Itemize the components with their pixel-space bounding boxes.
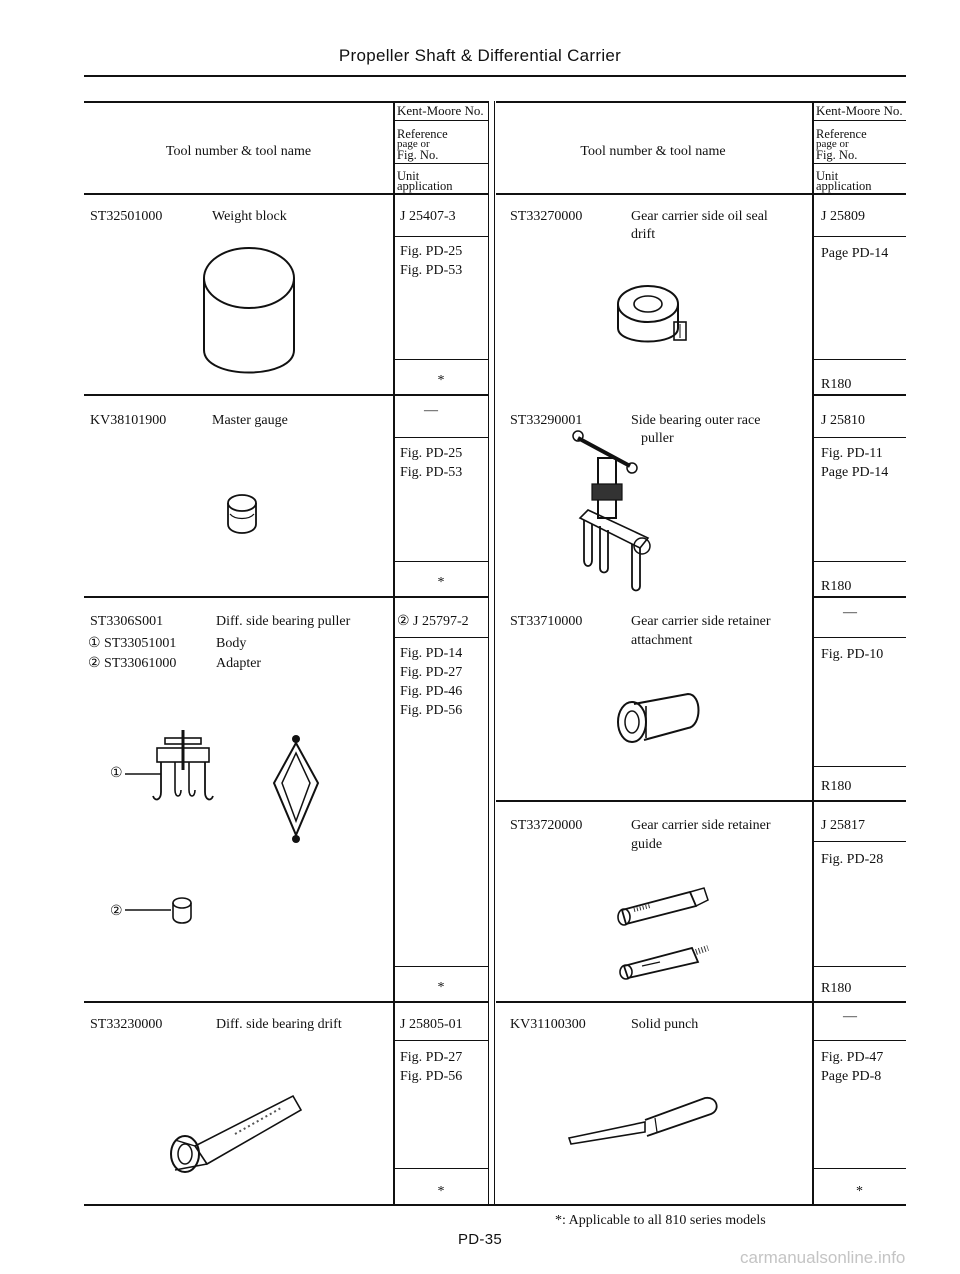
right-unit-header-1: Unit bbox=[816, 169, 839, 183]
tool-name-line-1: Side bearing outer race bbox=[631, 413, 761, 428]
right-km-inner-5a bbox=[813, 1040, 906, 1041]
right-km-inner-1a bbox=[813, 236, 906, 237]
tool-number: ST32501000 bbox=[90, 209, 163, 224]
tool-number: ST33230000 bbox=[90, 1017, 163, 1032]
tool-number: ST33720000 bbox=[510, 818, 583, 833]
weight-block-icon bbox=[198, 240, 300, 380]
tool-name-line-2: guide bbox=[631, 837, 663, 852]
ref-fig-1: Fig. PD-11 bbox=[821, 446, 883, 461]
ref-fig-1: Fig. PD-25 bbox=[400, 244, 463, 259]
left-km-inner-2a bbox=[394, 437, 488, 438]
right-ref-header-2: page or bbox=[816, 138, 849, 150]
ref-fig-1: Fig. PD-27 bbox=[400, 1050, 463, 1065]
right-km-inner-5b bbox=[813, 1168, 906, 1169]
ref-fig-2: Fig. PD-56 bbox=[400, 1069, 463, 1084]
ref-fig-1: Fig. PD-25 bbox=[400, 446, 463, 461]
left-km-inner-4b bbox=[394, 1168, 488, 1169]
footnote: *: Applicable to all 810 series models bbox=[555, 1213, 766, 1228]
left-ref-header-2: page or bbox=[397, 138, 430, 150]
ref-fig-4: Fig. PD-56 bbox=[400, 703, 463, 718]
tool-name: Diff. side bearing drift bbox=[216, 1017, 342, 1032]
left-ref-header-1: Reference bbox=[397, 127, 448, 141]
bearing-puller-icon bbox=[125, 730, 235, 810]
ref-fig-2: Fig. PD-53 bbox=[400, 263, 463, 278]
callout-1: ① bbox=[110, 766, 123, 781]
right-km-inner-2a bbox=[813, 437, 906, 438]
kent-moore-no: J 25407-3 bbox=[400, 209, 456, 224]
tool-name-line-2: drift bbox=[631, 227, 656, 242]
left-km-inner-3b bbox=[394, 966, 488, 967]
right-row-rule-1 bbox=[813, 394, 906, 396]
left-row-rule-3 bbox=[84, 1001, 488, 1003]
unit-application: * bbox=[856, 1184, 863, 1199]
tool-name-line-2: attachment bbox=[631, 633, 693, 648]
oil-seal-drift-icon bbox=[610, 280, 690, 352]
right-km-inner-4a bbox=[813, 841, 906, 842]
tool-number: ST33270000 bbox=[510, 209, 583, 224]
watermark: carmanualsonline.info bbox=[740, 1248, 906, 1267]
tool-number: KV31100300 bbox=[510, 1017, 586, 1032]
ref-fig-1: Fig. PD-10 bbox=[821, 647, 884, 662]
kent-moore-no: ② J 25797-2 bbox=[397, 614, 469, 629]
tool-number: ST3306S001 bbox=[90, 614, 164, 629]
left-km-inner-2b bbox=[394, 561, 488, 562]
tool-number: ST33710000 bbox=[510, 614, 583, 629]
right-row-rule-4 bbox=[496, 1001, 906, 1003]
unit-application: * bbox=[437, 980, 445, 995]
right-km-rule bbox=[813, 120, 906, 121]
left-tool-header: Tool number & tool name bbox=[165, 144, 312, 159]
right-unit-header-2: application bbox=[816, 179, 872, 193]
right-tool-header: Tool number & tool name bbox=[580, 144, 726, 159]
unit-application: R180 bbox=[821, 377, 852, 392]
retainer-guide-icon bbox=[612, 882, 722, 982]
left-km-inner-1a bbox=[394, 236, 488, 237]
right-ref-header-3: Fig. No. bbox=[816, 148, 858, 162]
ref-page-2: Page PD-8 bbox=[821, 1069, 882, 1084]
left-ref-header-3: Fig. No. bbox=[397, 148, 439, 162]
right-ref-rule bbox=[813, 163, 906, 164]
header-bottom-rule-right bbox=[496, 193, 906, 195]
sub-part-name-2: Adapter bbox=[216, 656, 262, 671]
header-rule bbox=[84, 75, 906, 77]
ref-page-1: Page PD-14 bbox=[821, 246, 889, 261]
page-title: Propeller Shaft & Differential Carrier bbox=[338, 46, 622, 65]
page-number: PD-35 bbox=[457, 1231, 503, 1248]
kent-moore-no: — bbox=[424, 403, 438, 418]
tool-name-line-1: Gear carrier side oil seal bbox=[631, 209, 768, 224]
unit-application: R180 bbox=[821, 779, 852, 794]
kent-moore-no: J 25810 bbox=[821, 413, 865, 428]
unit-application: * bbox=[437, 1184, 445, 1199]
outer-race-puller-icon bbox=[570, 428, 665, 593]
ref-fig-2: Fig. PD-27 bbox=[400, 665, 463, 680]
left-unit-header-1: Unit bbox=[397, 169, 420, 183]
unit-application: * bbox=[437, 373, 445, 388]
tool-name-line-1: Gear carrier side retainer bbox=[631, 818, 771, 833]
unit-application: R180 bbox=[821, 579, 852, 594]
left-km-header: Kent-Moore No. bbox=[397, 103, 484, 118]
unit-application: R180 bbox=[821, 981, 852, 996]
left-km-inner-4a bbox=[394, 1040, 488, 1041]
bearing-drift-icon bbox=[165, 1088, 315, 1178]
ref-fig-1: Fig. PD-47 bbox=[821, 1050, 884, 1065]
callout-2: ② bbox=[110, 904, 123, 919]
right-ref-header-1: Reference bbox=[816, 127, 867, 141]
center-divider-a bbox=[488, 101, 489, 1205]
ref-fig-2: Fig. PD-53 bbox=[400, 465, 463, 480]
right-km-inner-1b bbox=[813, 359, 906, 360]
tool-name: Weight block bbox=[212, 209, 287, 224]
left-ref-rule bbox=[394, 163, 488, 164]
left-km-inner-3a bbox=[394, 637, 488, 638]
right-km-inner-4b bbox=[813, 966, 906, 967]
kent-moore-no: — bbox=[843, 1009, 857, 1024]
left-km-rule bbox=[394, 120, 488, 121]
unit-application: * bbox=[437, 575, 445, 590]
kent-moore-no: J 25805-01 bbox=[400, 1017, 463, 1032]
tool-name-line-1: Gear carrier side retainer bbox=[631, 614, 771, 629]
left-row-rule-2 bbox=[84, 596, 488, 598]
adapter-callout-icon bbox=[125, 895, 195, 925]
right-km-header: Kent-Moore No. bbox=[816, 103, 903, 118]
tool-number: KV38101900 bbox=[90, 413, 167, 428]
right-row-rule-3 bbox=[496, 800, 906, 802]
left-row-rule-1 bbox=[84, 394, 488, 396]
retainer-attachment-icon bbox=[612, 690, 704, 752]
sub-part-name-1: Body bbox=[216, 636, 247, 651]
ref-fig-1: Fig. PD-28 bbox=[821, 852, 884, 867]
kent-moore-no: J 25817 bbox=[821, 818, 865, 833]
solid-punch-icon bbox=[565, 1092, 725, 1152]
right-km-inner-3a bbox=[813, 637, 906, 638]
right-km-inner-3b bbox=[813, 766, 906, 767]
tool-name-line-1: Solid punch bbox=[631, 1017, 699, 1032]
right-row-rule-2 bbox=[813, 596, 906, 598]
tool-name: Diff. side bearing puller bbox=[216, 614, 351, 629]
table-bottom-rule bbox=[84, 1204, 906, 1206]
kent-moore-no: — bbox=[843, 605, 857, 620]
right-km-inner-2b bbox=[813, 561, 906, 562]
left-unit-header-2: application bbox=[397, 179, 453, 193]
tool-number: ST33290001 bbox=[510, 413, 583, 428]
tool-name-line-2: puller bbox=[641, 431, 674, 446]
ref-page-2: Page PD-14 bbox=[821, 465, 889, 480]
adapter-icon bbox=[270, 733, 322, 845]
master-gauge-icon bbox=[225, 492, 259, 536]
tool-name: Master gauge bbox=[212, 413, 288, 428]
center-divider-b bbox=[494, 101, 495, 1205]
sub-part-number-1: ① ST33051001 bbox=[88, 636, 177, 651]
left-km-inner-1b bbox=[394, 359, 488, 360]
ref-fig-3: Fig. PD-46 bbox=[400, 684, 463, 699]
sub-part-number-2: ② ST33061000 bbox=[88, 656, 177, 671]
header-bottom-rule-left bbox=[84, 193, 488, 195]
kent-moore-no: J 25809 bbox=[821, 209, 865, 224]
ref-fig-1: Fig. PD-14 bbox=[400, 646, 463, 661]
